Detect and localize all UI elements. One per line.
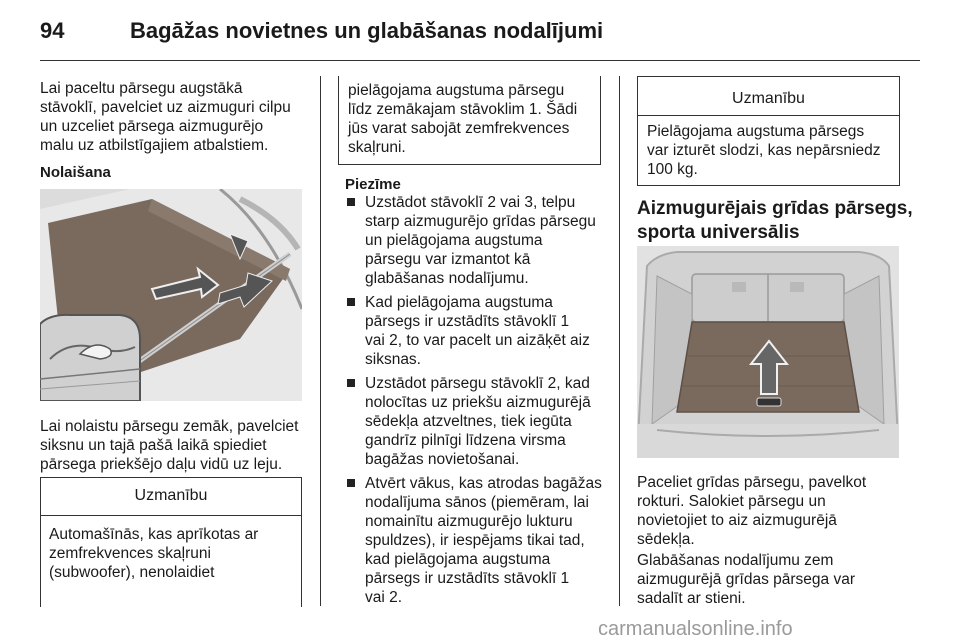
header-rule	[40, 60, 920, 61]
floor-cover-illustration	[637, 246, 899, 458]
bullet-square-icon	[347, 379, 355, 387]
list-item: Uzstādot pārsegu stāvoklī 2, kad nolocītas uz priekšu aizmugurējā sēdekļa atzveltnes, tiek iegūta gandrīz pilnīgi līdzena virsma bagāžas novietošanai.	[345, 374, 613, 469]
note-label: Piezīme	[345, 176, 401, 193]
caution-continued-text: pielāgojama augstuma pārsegu līdz zemākajam stāvoklim 1. Šādi jūs varat sabojāt zemfrekvences skaļruni.	[348, 82, 578, 156]
floor-cover-paragraph-2: Glabāšanas nodalījumu zem aizmugurējā grīdas pārsega var sadalīt ar stieni.	[637, 552, 855, 607]
note-bullet-list	[345, 193, 613, 612]
cargo-cover-illustration	[40, 189, 302, 401]
caution-box-continued	[338, 76, 601, 165]
caution-title: Uzmanību	[732, 90, 805, 107]
list-item: Atvērt vākus, kas atrodas bagāžas nodalījuma sānos (piemēram, lai nomainītu aizmugurējo lukturu spuldzes), ir iespējams tikai tad, kad pielāgojama augstuma pārsegs ir uzstādīts stāvoklī 1 vai 2.	[345, 474, 613, 607]
lowering-paragraph: Lai nolaistu pārsegu zemāk, pavelciet siksnu un tajā pašā laikā spiediet pārsega priekšējo daļu vidū uz leju.	[40, 418, 299, 473]
page-number: 94	[40, 18, 65, 43]
list-item: Kad pielāgojama augstuma pārsegs ir uzstādīts stāvoklī 1 vai 2, to var pacelt un aizāķēt aiz siksnas.	[345, 293, 613, 369]
lowering-heading: Nolaišana	[40, 164, 111, 181]
figure-rear-floor-cover	[637, 246, 899, 458]
page-header	[40, 14, 920, 54]
caution-separator	[638, 115, 899, 116]
caution-box-subwoofer	[40, 477, 302, 607]
column-divider-right	[619, 76, 620, 606]
caution-box-load	[637, 76, 900, 186]
caution-title: Uzmanību	[134, 487, 208, 504]
watermark-text: carmanualsonline.info	[598, 618, 793, 640]
caution-text: Automašīnās, kas aprīkotas ar zemfrekvences skaļruni (subwoofer), nenolaidiet	[49, 526, 259, 581]
bullet-square-icon	[347, 298, 355, 306]
floor-cover-paragraph-1: Paceliet grīdas pārsegu, pavelkot rokturi. Salokiet pārsegu un novietojiet to aiz aizmugurējā sēdekļa.	[637, 474, 867, 548]
section-heading: Aizmugurējais grīdas pārsegs, sporta universālis	[637, 198, 913, 243]
column-divider-left	[320, 76, 321, 606]
page-title: Bagāžas novietnes un glabāšanas nodalījumi	[130, 18, 604, 43]
figure-lowering-cover	[40, 189, 302, 401]
intro-paragraph: Lai paceltu pārsegu augstākā stāvoklī, pavelciet uz aizmuguri cilpu un uzceliet pārsega aizmugurējo malu uz atbilstīgajiem atbalstiem.	[40, 80, 291, 154]
bullet-square-icon	[347, 479, 355, 487]
caution-separator	[41, 515, 301, 516]
bullet-square-icon	[347, 198, 355, 206]
list-item: Uzstādot stāvoklī 2 vai 3, telpu starp aizmugurējo grīdas pārsegu un pielāgojama augstuma pārsegu var izmantot kā glabāšanas nodalījumu.	[345, 193, 613, 288]
caution-text: Pielāgojama augstuma pārsegs var izturēt slodzi, kas nepārsniedz 100 kg.	[647, 123, 881, 178]
